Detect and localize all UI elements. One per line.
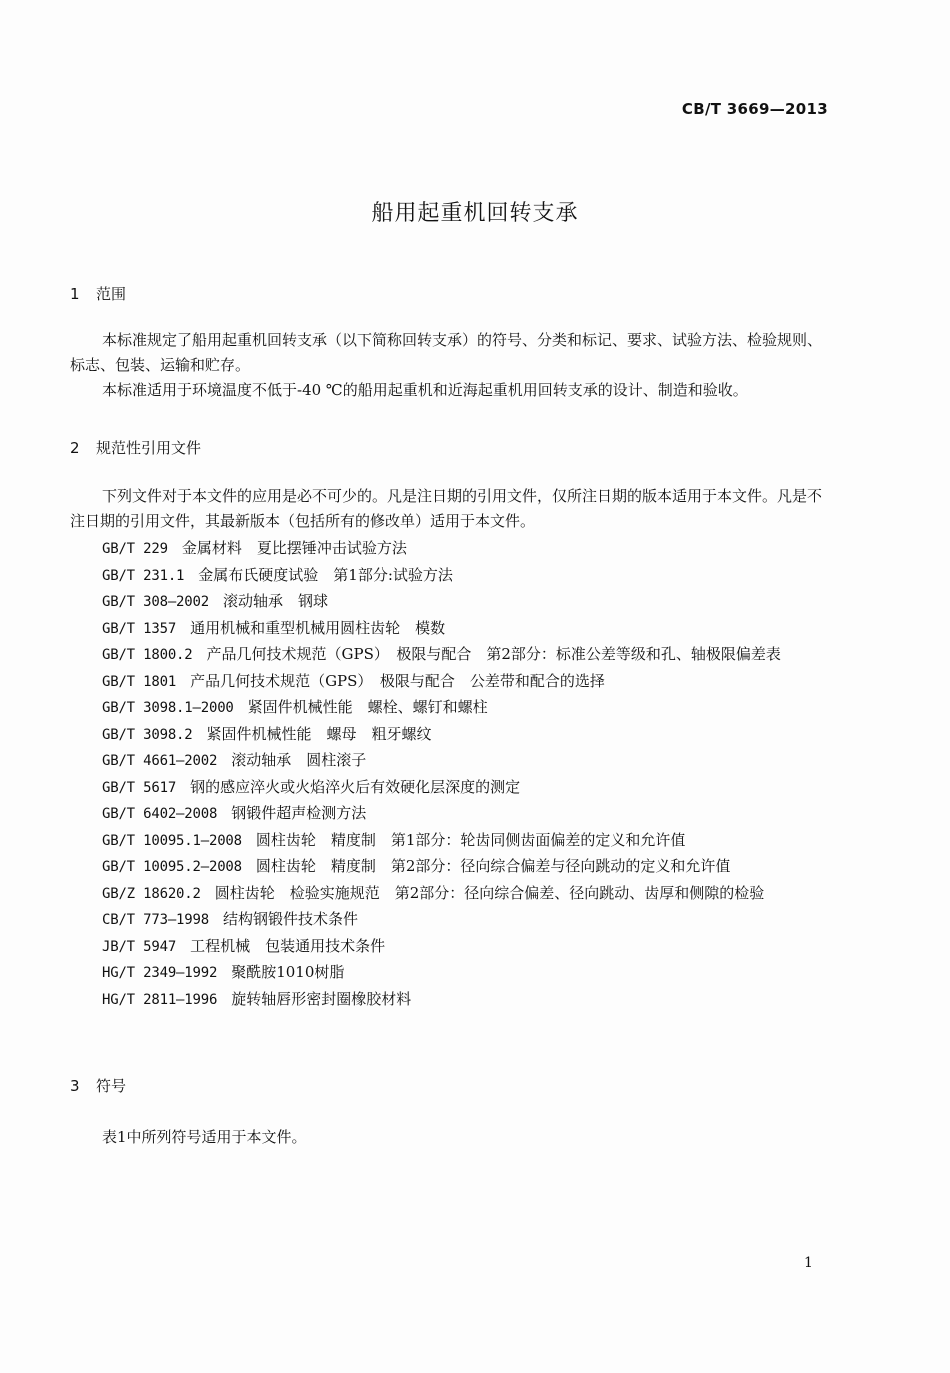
reference-title: 结构钢锻件技术条件 bbox=[222, 910, 358, 928]
list-item bbox=[70, 828, 835, 855]
section-3-heading bbox=[70, 1075, 126, 1096]
reference-title: 产品几何技术规范（GPS） 极限与配合 第2部分：标准公差等级和孔、轴极限偏差表 bbox=[206, 645, 781, 663]
list-item bbox=[70, 642, 835, 669]
section-3-paragraph: 表1中所列符号适用于本文件。 bbox=[102, 1128, 307, 1146]
reference-title: 圆柱齿轮 精度制 第1部分：轮齿同侧齿面偏差的定义和允许值 bbox=[255, 830, 686, 849]
reference-code: GB/Z 18620.2 bbox=[102, 885, 201, 902]
reference-code: GB/T 231.1 bbox=[102, 567, 185, 584]
reference-title: 滚动轴承 钢球 bbox=[222, 592, 328, 610]
reference-code: HG/T 2811—1996 bbox=[102, 991, 218, 1008]
reference-code: HG/T 2349—1992 bbox=[102, 965, 218, 981]
reference-title: 聚酰胺1010树脂 bbox=[231, 963, 345, 981]
section-2-heading bbox=[70, 437, 201, 458]
list-item bbox=[70, 695, 835, 722]
list-item bbox=[70, 616, 835, 643]
list-item bbox=[70, 589, 835, 616]
page-number: 1 bbox=[804, 1255, 813, 1271]
reference-code: GB/T 1800.2 bbox=[102, 647, 193, 663]
reference-title: 通用机械和重型机械用圆柱齿轮 模数 bbox=[190, 618, 446, 637]
reference-code: GB/T 1357 bbox=[102, 620, 177, 637]
list-item bbox=[70, 960, 835, 987]
reference-code: JB/T 5947 bbox=[102, 938, 177, 955]
section-3-title: 符号 bbox=[96, 1077, 127, 1095]
list-item bbox=[70, 775, 835, 802]
section-1-paragraph-2: 本标准适用于环境温度不低于-40 ℃的船用起重机和近海起重机用回转支承的设计、制造和验收。 bbox=[102, 381, 748, 399]
section-3-number: 3 bbox=[70, 1077, 80, 1095]
reference-title: 产品几何技术规范（GPS） 极限与配合 公差带和配合的选择 bbox=[190, 671, 605, 690]
reference-code: GB/T 3098.2 bbox=[102, 726, 193, 743]
normative-reference-list bbox=[70, 536, 835, 1013]
reference-code: GB/T 4661—2002 bbox=[102, 753, 218, 769]
list-item bbox=[70, 748, 835, 775]
reference-title: 紧固件机械性能 螺母 粗牙螺纹 bbox=[206, 724, 432, 743]
reference-code: GB/T 6402—2008 bbox=[102, 806, 218, 822]
list-item bbox=[70, 669, 835, 696]
list-item bbox=[70, 881, 835, 908]
section-2-intro: 下列文件对于本文件的应用是必不可少的。凡是注日期的引用文件，仅所注日期的版本适用于本文件。凡是不注日期的引用文件，其最新版本（包括所有的修改单）适用于本文件。 bbox=[70, 487, 823, 530]
reference-title: 金属材料 夏比摆锤冲击试验方法 bbox=[181, 539, 407, 557]
list-item bbox=[70, 722, 835, 749]
reference-title: 圆柱齿轮 精度制 第2部分：径向综合偏差与径向跳动的定义和允许值 bbox=[255, 857, 731, 875]
standard-code: CB/T 3669—2013 bbox=[681, 100, 828, 118]
list-item bbox=[70, 934, 835, 961]
reference-title: 钢的感应淬火或火焰淬火后有效硬化层深度的测定 bbox=[190, 777, 521, 796]
section-2-number: 2 bbox=[70, 439, 80, 457]
reference-code: GB/T 1801 bbox=[102, 673, 177, 690]
list-item bbox=[70, 801, 835, 828]
section-1-heading bbox=[70, 283, 126, 304]
section-2-title: 规范性引用文件 bbox=[96, 439, 202, 457]
section-1-title: 范围 bbox=[96, 285, 127, 303]
document-title: 船用起重机回转支承 bbox=[371, 201, 579, 226]
reference-title: 工程机械 包装通用技术条件 bbox=[190, 936, 386, 955]
list-item bbox=[70, 854, 835, 881]
reference-code: GB/T 10095.1—2008 bbox=[102, 832, 242, 849]
reference-code: GB/T 5617 bbox=[102, 779, 177, 796]
reference-code: CB/T 773—1998 bbox=[102, 912, 209, 928]
reference-title: 滚动轴承 圆柱滚子 bbox=[231, 751, 367, 769]
reference-title: 圆柱齿轮 检验实施规范 第2部分：径向综合偏差、径向跳动、齿厚和侧隙的检验 bbox=[214, 883, 765, 902]
section-1-number: 1 bbox=[70, 285, 80, 303]
reference-title: 旋转轴唇形密封圈橡胶材料 bbox=[231, 989, 412, 1008]
reference-code: GB/T 308—2002 bbox=[102, 594, 209, 610]
list-item bbox=[70, 907, 835, 934]
list-item bbox=[70, 563, 835, 590]
list-item bbox=[70, 987, 835, 1014]
section-1-paragraph-1: 本标准规定了船用起重机回转支承（以下简称回转支承）的符号、分类和标记、要求、试验方法、检验规则、标志、包装、运输和贮存。 bbox=[70, 331, 823, 374]
reference-code: GB/T 229 bbox=[102, 541, 168, 557]
list-item bbox=[70, 536, 835, 563]
reference-title: 钢锻件超声检测方法 bbox=[231, 804, 367, 822]
reference-title: 金属布氏硬度试验 第1部分:试验方法 bbox=[198, 565, 453, 584]
reference-code: GB/T 3098.1—2000 bbox=[102, 700, 234, 716]
reference-code: GB/T 10095.2—2008 bbox=[102, 859, 242, 875]
reference-title: 紧固件机械性能 螺栓、螺钉和螺柱 bbox=[247, 698, 488, 716]
